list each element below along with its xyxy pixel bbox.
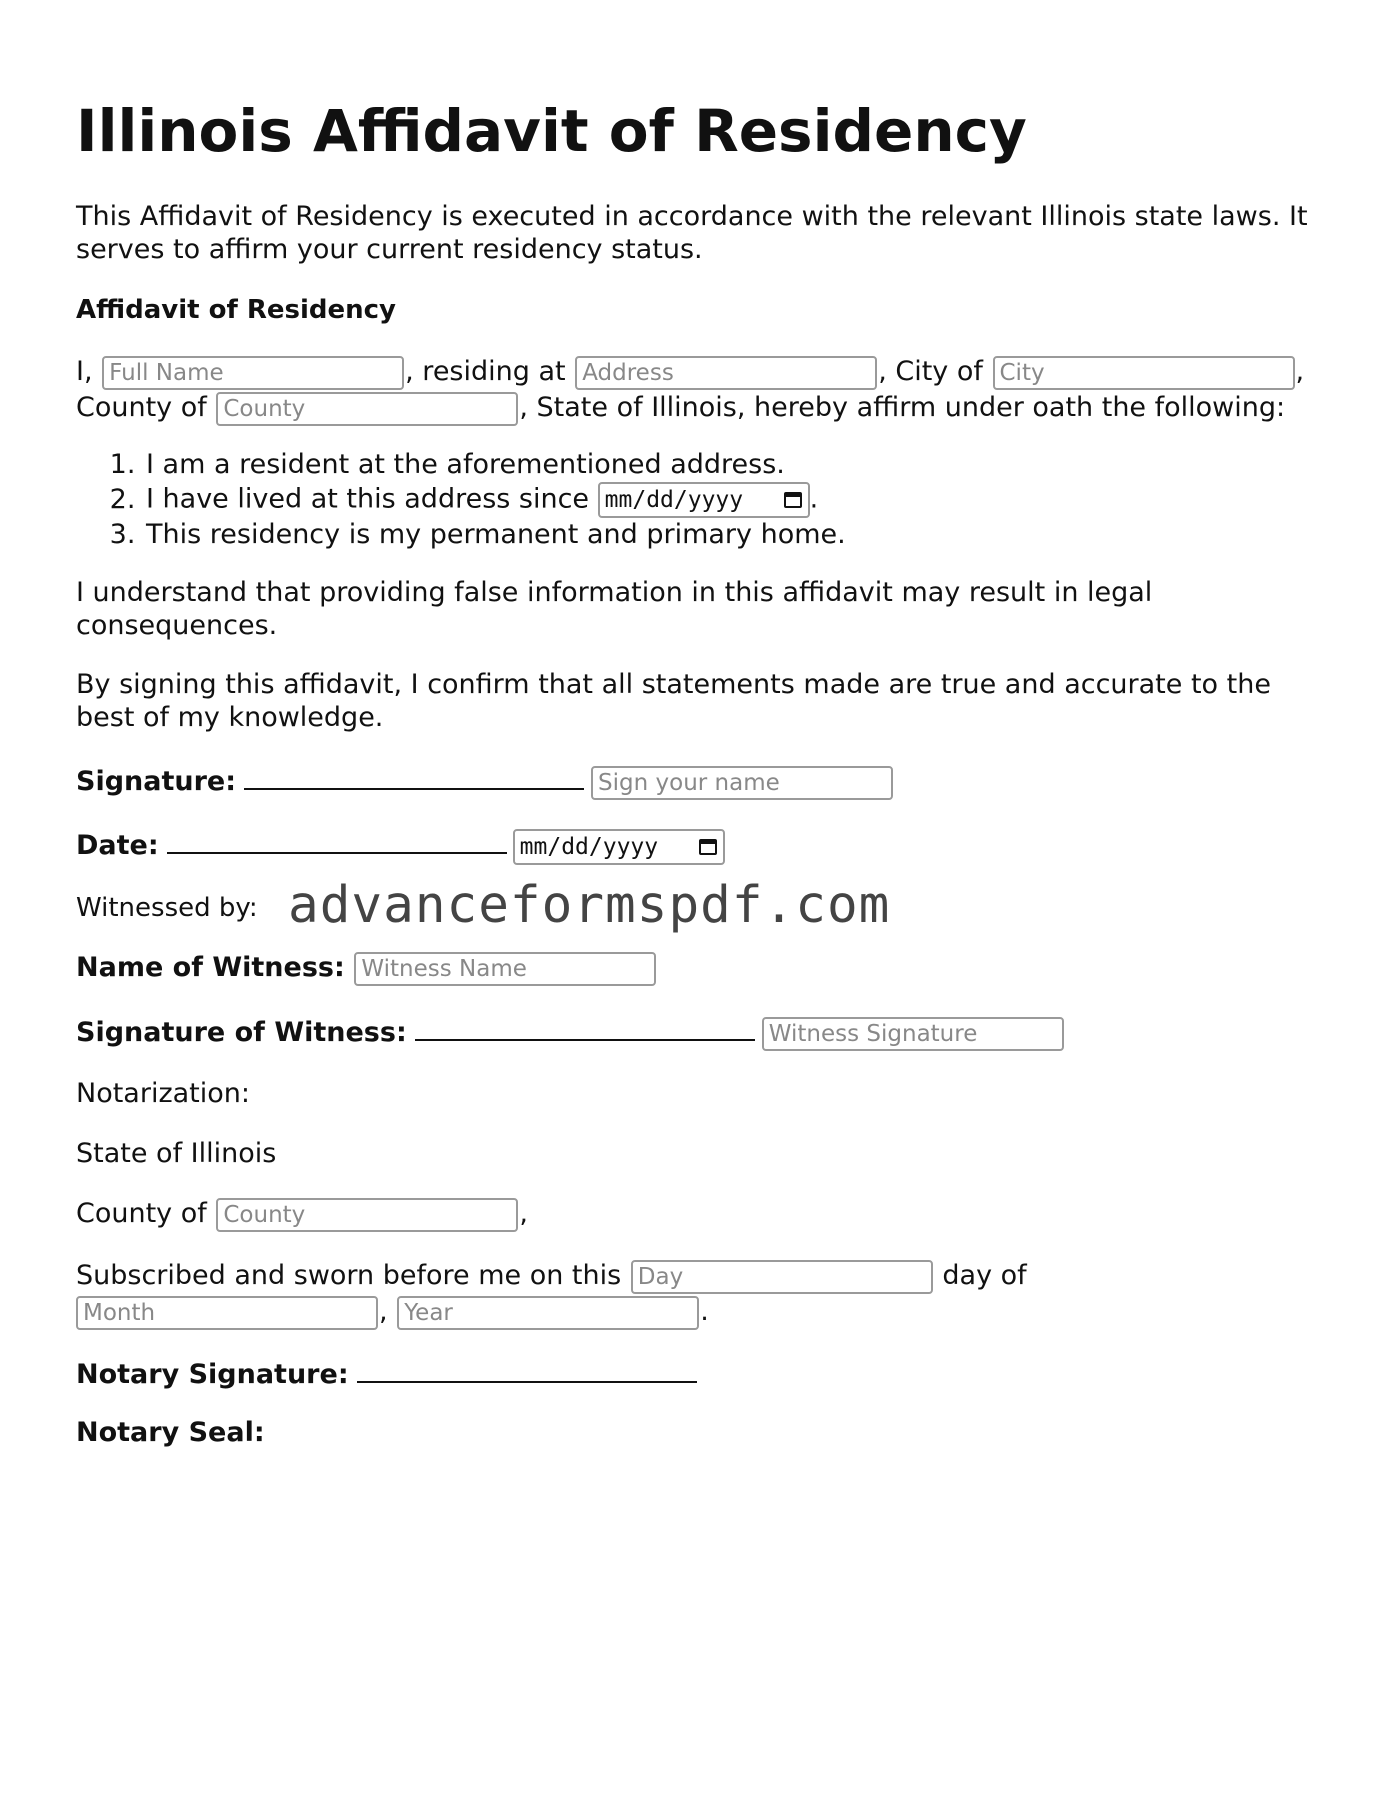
date-label: Date: — [76, 830, 159, 861]
signature-label: Signature: — [76, 766, 237, 797]
year-input[interactable] — [397, 1296, 699, 1330]
warning-paragraph: I understand that providing false information in this affidavit may result in legal consequences. — [76, 577, 1153, 641]
list-item: 1. I am a resident at the aforementioned address. — [144, 448, 846, 482]
city-of-text: , City of — [878, 356, 983, 387]
address-input[interactable] — [575, 356, 877, 390]
signature-row — [76, 762, 894, 800]
day-input[interactable] — [631, 1260, 933, 1294]
state-line: State of Illinois — [76, 1138, 277, 1169]
signature-input[interactable] — [591, 766, 893, 800]
list-item: 3. This residency is my permanent and primary home. — [144, 518, 846, 552]
date-input[interactable] — [513, 829, 725, 865]
calendar-icon[interactable] — [699, 839, 717, 855]
witness-signature-line — [415, 1013, 755, 1041]
notary-county-label: County of — [76, 1198, 207, 1229]
notary-seal-label: Notary Seal: — [76, 1417, 265, 1448]
date-row — [76, 826, 725, 865]
notary-county-comma: , — [519, 1198, 528, 1229]
date-format-text: mm/dd/yyyy — [519, 833, 659, 860]
page-title: Illinois Affidavit of Residency — [76, 97, 1027, 165]
county-input[interactable] — [216, 392, 518, 426]
sworn-prefix: Subscribed and sworn before me on this — [76, 1260, 622, 1291]
witness-name-row — [76, 950, 657, 986]
sworn-period: . — [700, 1296, 709, 1327]
witness-signature-row — [76, 1013, 1065, 1051]
sworn-row-2 — [76, 1294, 709, 1330]
witness-signature-label: Signature of Witness: — [76, 1017, 407, 1048]
state-text: , State of Illinois, hereby affirm under oath the following: — [519, 392, 1286, 423]
calendar-icon[interactable] — [784, 492, 802, 508]
affirm-line-1 — [76, 354, 1304, 390]
affirm-comma: , — [1295, 356, 1305, 387]
notary-signature-row — [76, 1355, 703, 1393]
confirm-paragraph: By signing this affidavit, I confirm that all statements made are true and accurate to the best of my knowledge. — [76, 669, 1271, 733]
intro-paragraph: This Affidavit of Residency is executed in accordance with the relevant Illinois state laws. It serves to affirm your current residency status. — [76, 201, 1308, 265]
witnessed-by-label: Witnessed by: — [76, 893, 258, 923]
affirmation-list — [110, 448, 846, 552]
county-of-text: County of — [76, 392, 207, 423]
witness-name-input[interactable] — [354, 952, 656, 986]
notary-county-input[interactable] — [216, 1198, 518, 1232]
section-heading: Affidavit of Residency — [76, 295, 396, 325]
residence-since-date-input[interactable] — [598, 482, 810, 518]
city-input[interactable] — [993, 356, 1295, 390]
affirm-prefix: I, — [76, 356, 93, 387]
full-name-input[interactable] — [102, 356, 404, 390]
notarization-label: Notarization: — [76, 1078, 250, 1109]
residing-at-text: , residing at — [405, 356, 566, 387]
witness-signature-input[interactable] — [762, 1017, 1064, 1051]
sworn-comma: , — [379, 1296, 388, 1327]
since-period: . — [809, 483, 819, 515]
affirm-line-2 — [76, 390, 1285, 426]
signature-line — [244, 762, 584, 790]
watermark: advanceformspdf.com — [288, 876, 891, 935]
day-of-text: day of — [942, 1260, 1027, 1291]
witness-name-label: Name of Witness: — [76, 952, 345, 983]
date-line — [167, 826, 507, 854]
list-item — [144, 482, 846, 518]
notary-signature-label: Notary Signature: — [76, 1359, 349, 1390]
since-text: I have lived at this address since — [146, 483, 590, 515]
notary-signature-line — [357, 1355, 697, 1383]
sworn-row-1 — [76, 1258, 1027, 1294]
month-input[interactable] — [76, 1296, 378, 1330]
notary-county-row — [76, 1196, 528, 1232]
date-format-text: mm/dd/yyyy — [604, 487, 744, 513]
